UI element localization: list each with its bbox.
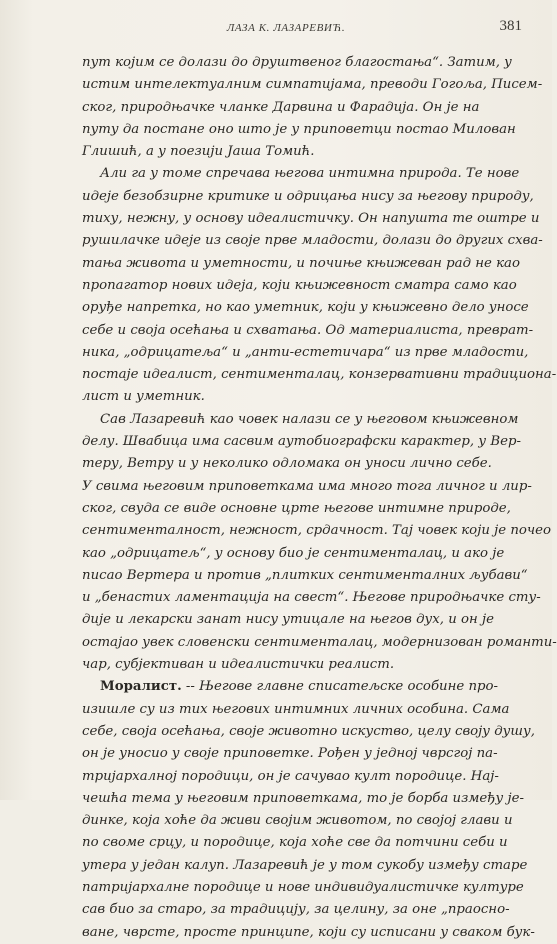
- text-line: Али га у томе спречава његова интимна природа. Те нове: [100, 166, 520, 182]
- text-line: путу да постане оно што је у приповетци постао Милован: [82, 121, 516, 137]
- text-line: тиху, нежну, у основу идеалистичку. Он напушта те оштре и: [82, 211, 540, 227]
- text-line: ског, природњачке чланке Дарвина и Фарадија. Он је на: [82, 99, 480, 115]
- text-line: сентименталност, нежност, срдачност. Тај човек који је почео: [82, 523, 552, 539]
- text-line: оруђе напретка, но као уметник, који у књижевно дело уносе: [82, 300, 529, 316]
- text-line: пут којим се долази до друштвеног благостања“. Затим, у: [82, 55, 512, 70]
- text-line: истим интелектуалним симпатијама, преводи Гогоља, Писем-: [82, 77, 543, 93]
- text-line: писао Вертера и против „плитких сентименталних љубави“: [82, 567, 528, 583]
- running-title: ЛАЗА К. ЛАЗАРЕВИЋ.: [226, 22, 346, 34]
- text-line: ване, чврсте, просте принципе, који су исписани у сваком бук-: [82, 924, 535, 940]
- text-line: изишле су из тих његових интимних личних особина. Сама: [82, 701, 510, 717]
- text-line: и „бенастих ламентација на свест“. Његове природњачке сту-: [82, 590, 541, 606]
- text-line: [82, 676, 499, 698]
- text-line: ског, свуда се виде основне црте његове интимне природе,: [82, 500, 511, 516]
- text-line: идеје безобзирне критике и одрицања нису за његову природу,: [82, 188, 534, 204]
- text-line: чар, субјективан и идеалистички реалист.: [82, 657, 395, 673]
- text-line: он је уносио у своје приповетке. Рођен у једној чврсгој па-: [82, 746, 498, 762]
- text-line: рушилачке идеје из своје прве младости, долази до других схва-: [82, 233, 543, 249]
- text-line: делу. Швабица има сасвим аутобиографски карактер, у Вер-: [82, 434, 521, 450]
- text-line: по своме срцу, и породице, која хоће све да потчини себи и: [82, 835, 508, 851]
- text-line: патријархалне породице и нове индивидуалистичке културе: [82, 879, 524, 895]
- page-header: [90, 18, 522, 42]
- text-line: теру, Ветру и у неколико одломака он уноси лично себе.: [82, 456, 492, 472]
- text-line: постаје идеалист, сентименталац, конзервативни традициона-: [82, 367, 557, 383]
- text-line: У свима његовим приповеткама има много тога личног и лир-: [82, 478, 532, 494]
- text-line: тријархалној породици, он је сачувао култ породице. Нај-: [82, 768, 499, 784]
- text-line: као „одрицатељ“, у основу био је сентименталац, и ако је: [82, 545, 505, 561]
- text-line: остајао увек словенски сентименталац, модернизован романти-: [82, 634, 557, 650]
- text-line: себе, своја осећања, своје животно искуство, целу своју душу,: [82, 723, 535, 739]
- text-line: дије и лекарски занат нису утицале на његов дух, и он је: [82, 612, 494, 628]
- text-line: лист и уметник.: [82, 389, 205, 405]
- page-number: 381: [499, 18, 522, 34]
- text-line: динке, која хоће да живи својим животом, по својој глави и: [82, 813, 513, 829]
- text-line: утера у један калуп. Лазаревић је у том сукобу између старе: [82, 857, 528, 873]
- text-line: тања живота и уметности, и почиње књижеван рад не као: [82, 255, 520, 271]
- section-heading: Моралист.: [100, 679, 182, 695]
- text-line: себе и своја осећања и схватања. Од материалиста, преврат-: [82, 322, 534, 338]
- text-line: чешћа тема у његовим приповеткама, то је борба између је-: [82, 790, 524, 806]
- text-line: пропагатор нових идеја, који књижевност сматра само као: [82, 277, 517, 293]
- text-fragment: -- Његове главне списатељске особине про-: [181, 679, 499, 695]
- body-text: [82, 52, 557, 944]
- text-line: ника, „одрицатеља“ и „анти-естетичара“ из прве младости,: [82, 344, 529, 360]
- text-line: Глишић, а у поезији Јаша Томић.: [82, 144, 315, 160]
- text-line: сав био за старо, за традицију, за целину, за оне „праосно-: [82, 902, 510, 918]
- text-line: Сав Лазаревић као човек налази се у његовом књижевном: [100, 411, 519, 427]
